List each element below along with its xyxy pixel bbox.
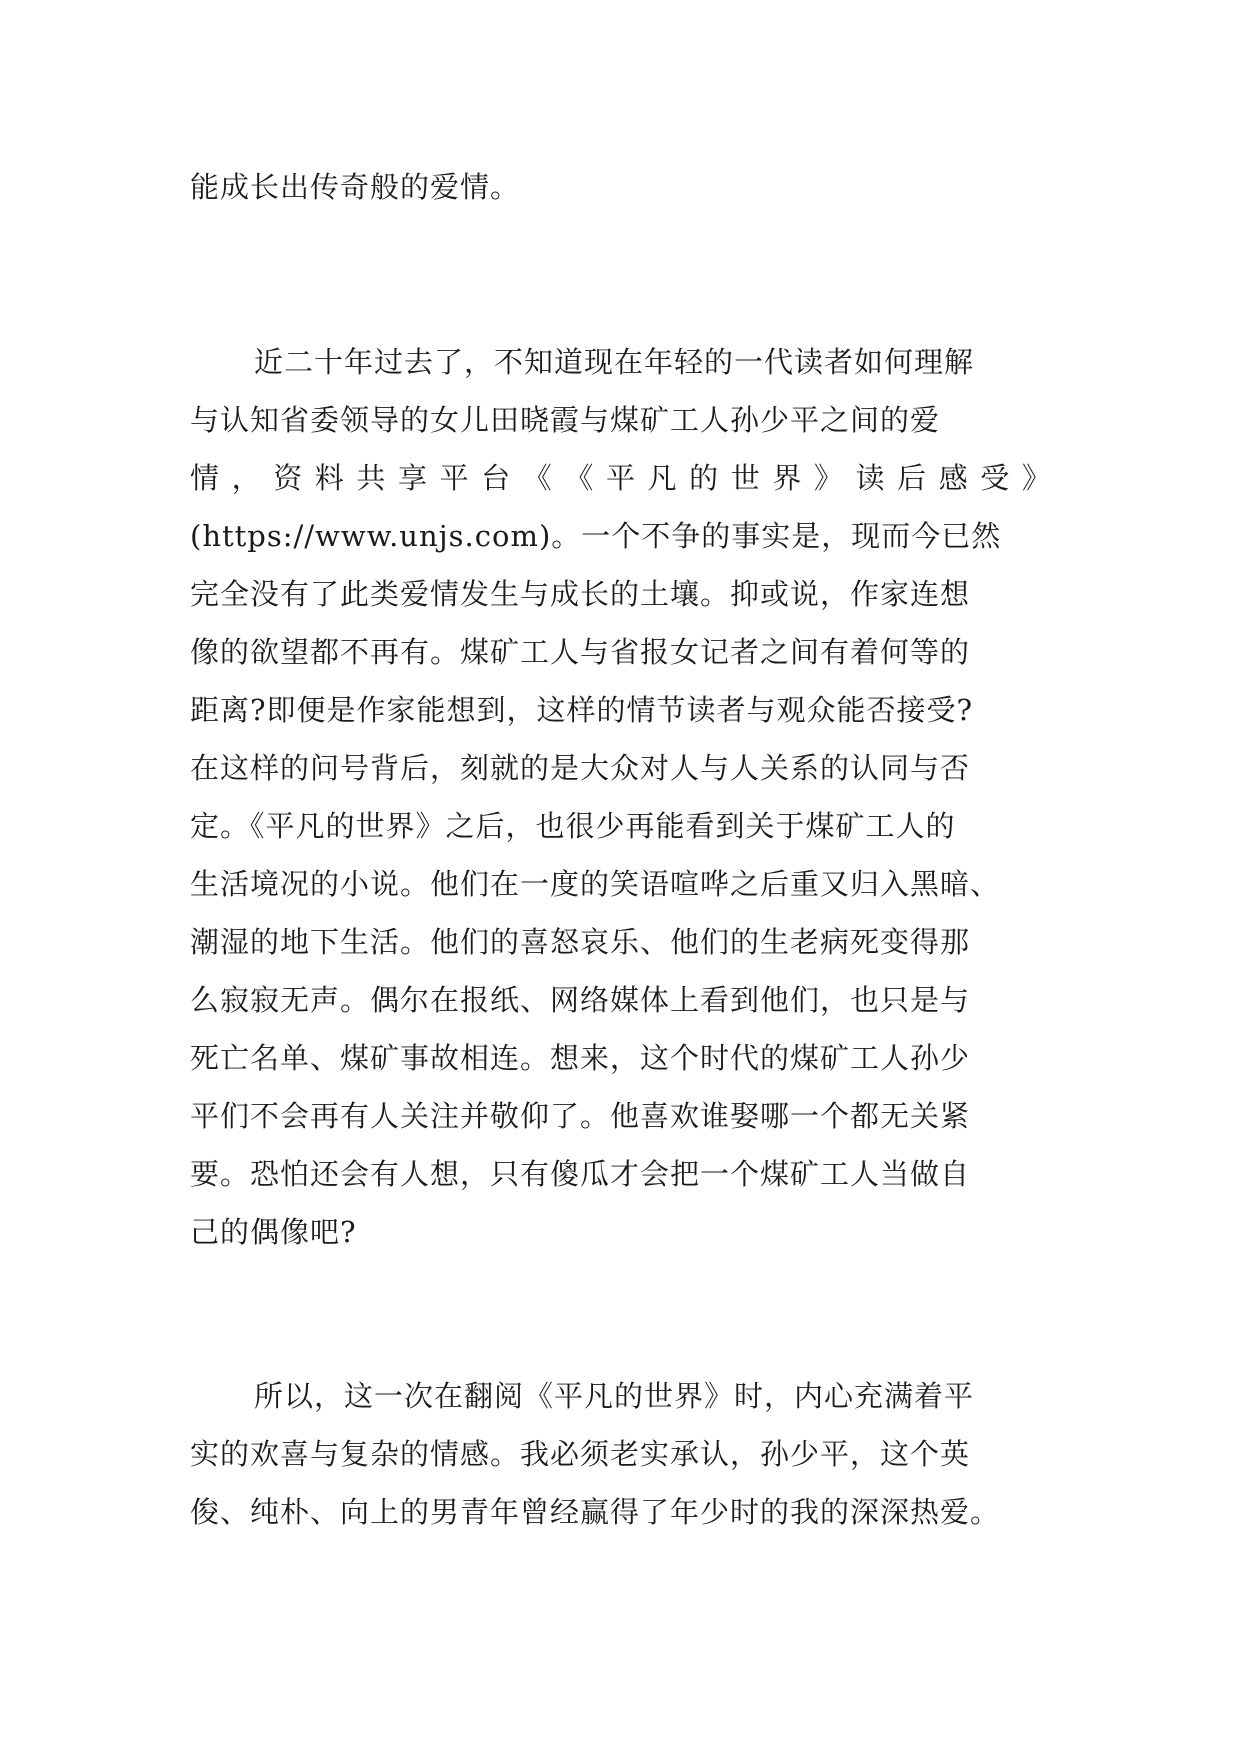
text-line: 能成长出传奇般的爱情。: [190, 170, 521, 204]
text-char: 平: [605, 461, 636, 495]
text-char: ，: [231, 461, 262, 495]
text-char: 《: [522, 461, 553, 495]
text-char: 感: [938, 461, 969, 495]
text-char: 读: [855, 461, 886, 495]
text-char: 料: [314, 461, 345, 495]
text-char: 台: [481, 461, 512, 495]
text-line: 与认知省委领导的女儿田晓霞与煤矿工人孙少平之间的爱: [190, 403, 941, 437]
text-char: 》: [1021, 461, 1052, 495]
text-line: 生活境况的小说。他们在一度的笑语喧哗之后重又归入黑暗、: [190, 867, 1001, 901]
text-line-justified: [190, 449, 1052, 507]
text-char: 界: [772, 461, 803, 495]
text-line: 要。恐怕还会有人想，只有傻瓜才会把一个煤矿工人当做自: [190, 1157, 971, 1191]
text-line: 距离?即便是作家能想到，这样的情节读者与观众能否接受?: [190, 693, 974, 727]
text-char: 的: [689, 461, 720, 495]
text-line: 完全没有了此类爱情发生与成长的土壤。抑或说，作家连想: [190, 577, 971, 611]
paragraph-fragment: [190, 158, 1052, 216]
text-char: 受: [980, 461, 1011, 495]
text-char: 世: [730, 461, 761, 495]
text-char: 平: [439, 461, 470, 495]
text-line: 潮湿的地下生活。他们的喜怒哀乐、他们的生老病死变得那: [190, 925, 971, 959]
text-char: 《: [564, 461, 595, 495]
paragraph: [190, 1367, 1052, 1541]
text-char: 凡: [647, 461, 678, 495]
text-line: 像的欲望都不再有。煤矿工人与省报女记者之间有着何等的: [190, 635, 971, 669]
text-line: (https://www.unjs.com)。一个不争的事实是，现而今已然: [190, 519, 1002, 553]
text-char: 情: [190, 461, 221, 495]
text-char: 》: [813, 461, 844, 495]
text-line: 平们不会再有人关注并敬仰了。他喜欢谁娶哪一个都无关紧: [190, 1099, 971, 1133]
text-line: 实的欢喜与复杂的情感。我必须老实承认，孙少平，这个英: [190, 1437, 971, 1471]
text-char: 资: [273, 461, 304, 495]
text-line: 所以，这一次在翻阅《平凡的世界》时，内心充满着平: [254, 1379, 975, 1413]
text-char: 后: [897, 461, 928, 495]
text-line: 么寂寂无声。偶尔在报纸、网络媒体上看到他们，也只是与: [190, 983, 971, 1017]
text-char: 享: [397, 461, 428, 495]
paragraph: [190, 333, 1052, 1261]
text-char: 共: [356, 461, 387, 495]
text-line: 己的偶像吧?: [190, 1215, 357, 1249]
text-line: 在这样的问号背后，刻就的是大众对人与人关系的认同与否: [190, 751, 971, 785]
text-line: 俊、纯朴、向上的男青年曾经赢得了年少时的我的深深热爱。: [190, 1495, 1001, 1529]
text-line: 近二十年过去了，不知道现在年轻的一代读者如何理解: [254, 345, 975, 379]
text-line: 定。《平凡的世界》之后，也很少再能看到关于煤矿工人的: [190, 809, 956, 843]
text-line: 死亡名单、煤矿事故相连。想来，这个时代的煤矿工人孙少: [190, 1041, 971, 1075]
